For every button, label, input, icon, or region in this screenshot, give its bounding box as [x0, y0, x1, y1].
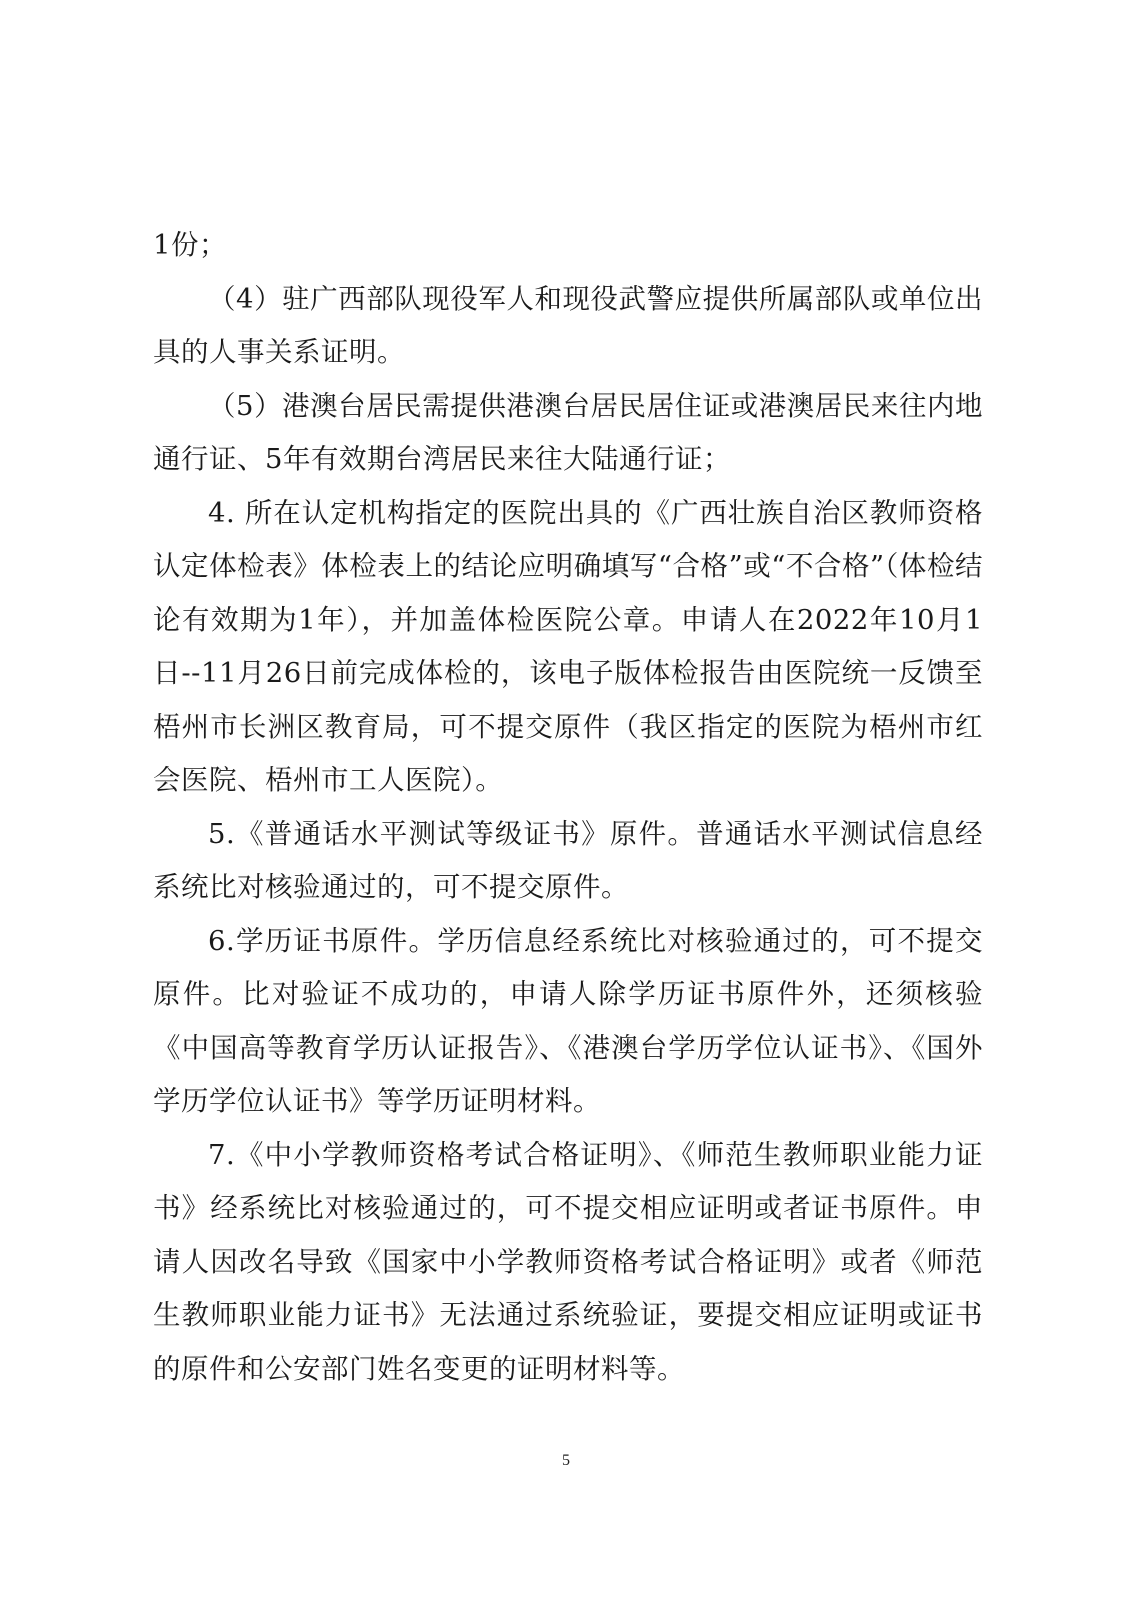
- paragraph-6-education-certificate: 6.学历证书原件。学历信息经系统比对核验通过的，可不提交原件。比对验证不成功的，申请人除学历证书原件外，还须核验《中国高等教育学历认证报告》、《港澳台学历学位认证书》、《国外学历学位认证书》等学历证明材料。: [153, 924, 983, 1117]
- paragraph-item-5-hk-macao-taiwan: （5）港澳台居民需提供港澳台居民居住证或港澳居民来往内地通行证、5年有效期台湾居民来往大陆通行证；: [153, 389, 983, 475]
- body-text: [153, 219, 983, 1396]
- paragraph-4-medical-exam: 4. 所在认定机构指定的医院出具的《广西壮族自治区教师资格认定体检表》体检表上的结论应明确填写“合格”或“不合格”（体检结论有效期为1年），并加盖体检医院公章。申请人在2022年10月1日--11月26日前完成体检的，该电子版体检报告由医院统一反馈至梧州市长洲区教育局，可不提交原件（我区指定的医院为梧州市红会医院、梧州市工人医院）。: [153, 496, 983, 796]
- page-number: 5: [562, 1452, 570, 1469]
- paragraph-7-teacher-exam-certificate: 7.《中小学教师资格考试合格证明》、《师范生教师职业能力证书》经系统比对核验通过的，可不提交相应证明或者证书原件。申请人因改名导致《国家中小学教师资格考试合格证明》或者《师范生教师职业能力证书》无法通过系统验证，要提交相应证明或证书的原件和公安部门姓名变更的证明材料等。: [153, 1138, 983, 1385]
- paragraph-5-mandarin-certificate: 5.《普通话水平测试等级证书》原件。普通话水平测试信息经系统比对核验通过的，可不提交原件。: [153, 817, 983, 903]
- paragraph-continuation: 1份；: [153, 229, 227, 261]
- paragraph-item-4-military: （4）驻广西部队现役军人和现役武警应提供所属部队或单位出具的人事关系证明。: [153, 282, 983, 368]
